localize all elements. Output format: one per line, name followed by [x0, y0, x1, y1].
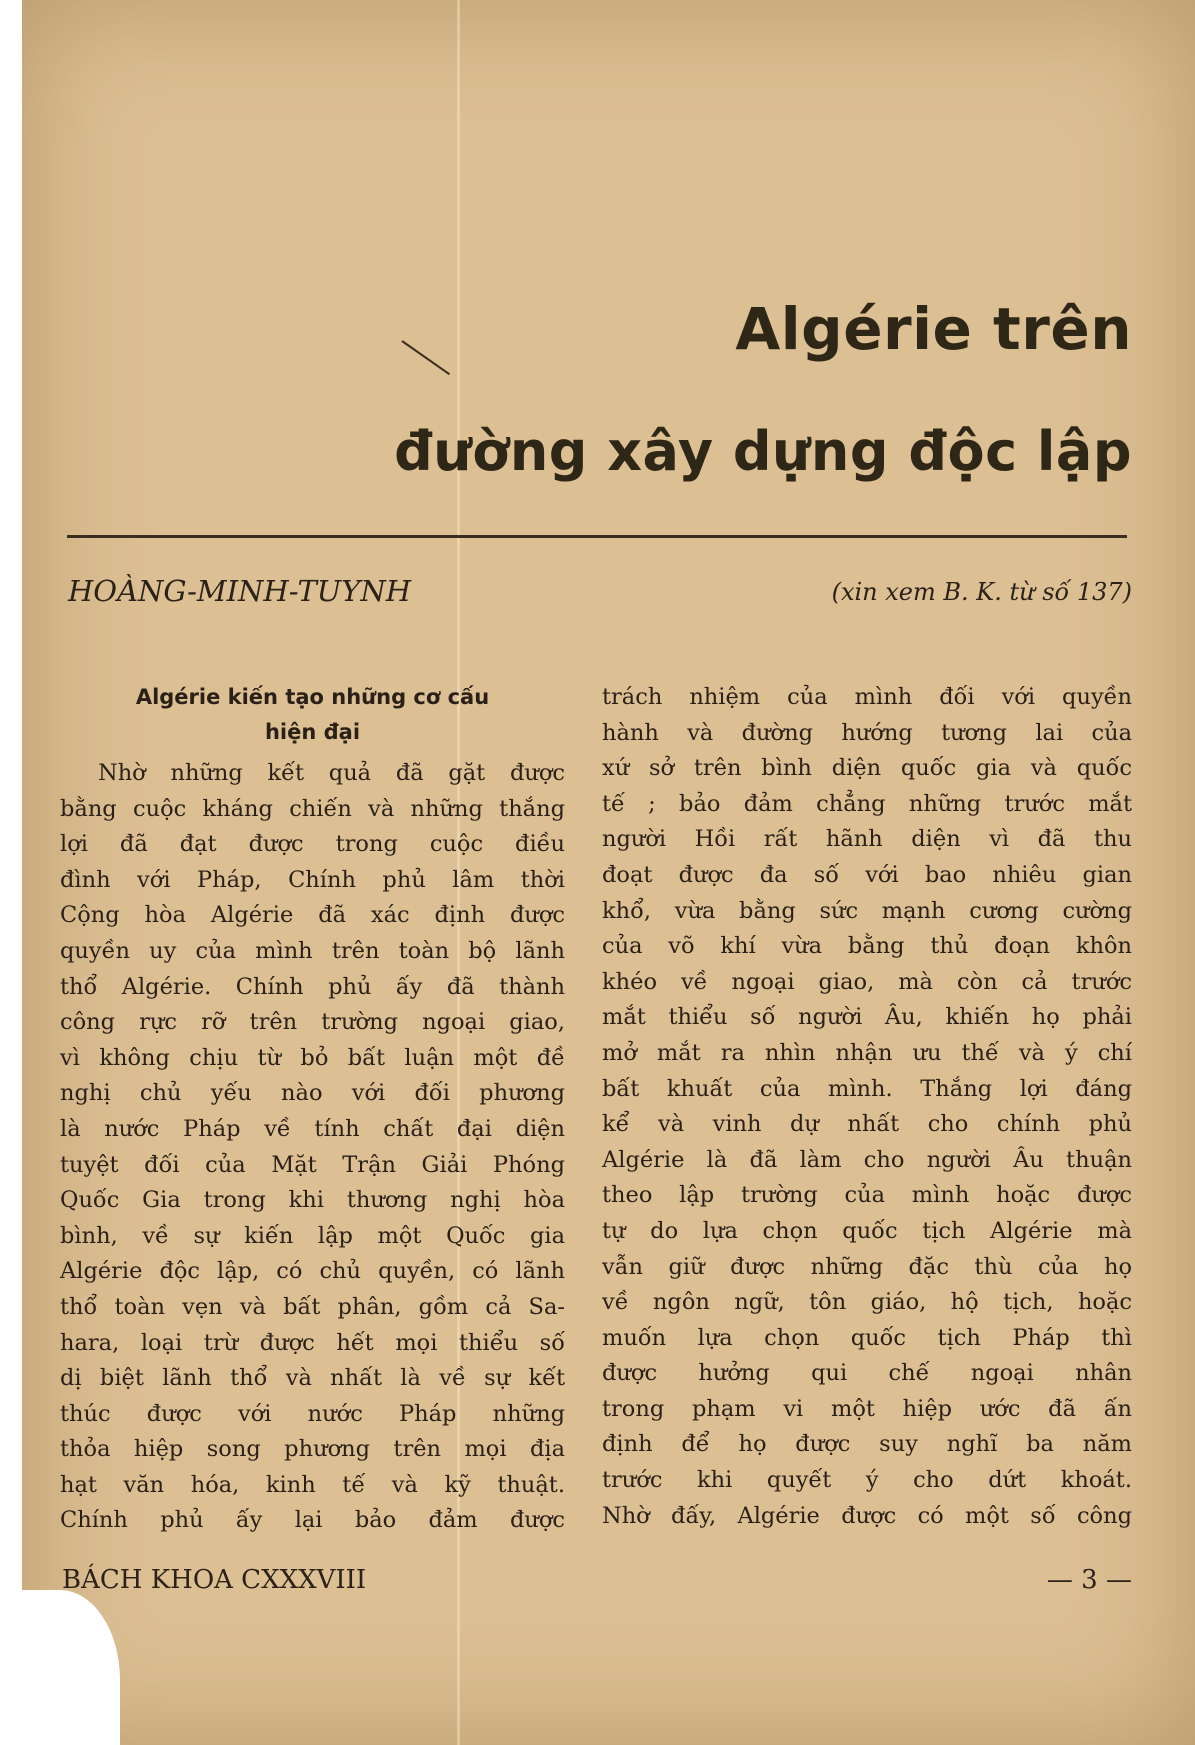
text-line: Nhờ những kết quả đã gặt được — [98, 760, 565, 786]
right-column — [602, 680, 1132, 1534]
text-line: trách nhiệm của mình đối với quyền — [602, 684, 1132, 710]
text-line: tế ; bảo đảm chẳng những trước mắt — [602, 790, 1132, 817]
text-line: tự do lựa chọn quốc tịch Algérie mà — [602, 1217, 1132, 1244]
left-column — [60, 680, 565, 1539]
text-line: Algérie độc lập, có chủ quyền, có lãnh — [60, 1258, 565, 1285]
text-line: người Hồi rất hãnh diện vì đã thu — [602, 826, 1132, 853]
pen-mark — [401, 340, 450, 375]
text-line: đình với Pháp, Chính phủ lâm thời — [60, 866, 565, 893]
section-heading-line-2: hiện đại — [264, 720, 361, 744]
author-name: HOÀNG-MINH-TUYNH — [68, 574, 412, 608]
text-line: trước khi quyết ý cho dứt khoát. — [602, 1467, 1132, 1494]
text-line: thúc được với nước Pháp những — [60, 1400, 565, 1427]
text-line: tuyệt đối của Mặt Trận Giải Phóng — [60, 1151, 565, 1178]
text-line: đoạt được đa số với bao nhiêu gian — [602, 861, 1132, 888]
text-line: khổ, vừa bằng sức mạnh cương cường — [602, 897, 1132, 924]
text-line: được hưởng qui chế ngoại nhân — [602, 1360, 1132, 1387]
text-line: theo lập trường của mình hoặc được — [602, 1182, 1132, 1209]
text-line: khéo về ngoại giao, mà còn cả trước — [602, 968, 1132, 995]
text-line: lợi đã đạt được trong cuộc điều — [60, 831, 565, 858]
text-line: về ngôn ngữ, tôn giáo, hộ tịch, hoặc — [602, 1289, 1132, 1316]
text-line: hara, loại trừ được hết mọi thiểu số — [60, 1329, 565, 1356]
page-number: — 3 — — [1046, 1565, 1132, 1595]
text-line: bằng cuộc kháng chiến và những thắng — [60, 795, 565, 822]
title-divider — [67, 535, 1127, 538]
text-line: hành và đường hướng tương lai của — [602, 719, 1132, 746]
article-title-line-2: đường xây dựng độc lập — [394, 420, 1132, 483]
text-line: quyền uy của mình trên toàn bộ lãnh — [60, 937, 565, 964]
section-heading — [60, 680, 565, 750]
text-line: bất khuất của mình. Thắng lợi đáng — [602, 1075, 1132, 1102]
text-line: dị biệt lãnh thổ và nhất là về sự kết — [60, 1365, 565, 1392]
text-line: thổ toàn vẹn và bất phân, gồm cả Sa- — [60, 1293, 565, 1320]
text-line: muốn lựa chọn quốc tịch Pháp thì — [602, 1324, 1132, 1351]
text-line: vẫn giữ được những đặc thù của họ — [602, 1253, 1132, 1280]
publication-footer: BÁCH KHOA CXXXVIII — [62, 1565, 367, 1595]
text-line: Cộng hòa Algérie đã xác định được — [60, 902, 565, 929]
text-line: là nước Pháp về tính chất đại diện — [60, 1115, 565, 1142]
text-line: Algérie là đã làm cho người Âu thuận — [602, 1146, 1132, 1173]
text-line: thổ Algérie. Chính phủ ấy đã thành — [60, 973, 565, 1000]
text-line: hạt văn hóa, kinh tế và kỹ thuật. — [60, 1471, 565, 1498]
text-line: mở mắt ra nhìn nhận ưu thế và ý chí — [602, 1039, 1132, 1066]
text-line: trong phạm vi một hiệp ước đã ấn — [602, 1395, 1132, 1422]
text-line: công rực rỡ trên trường ngoại giao, — [60, 1009, 565, 1036]
text-line: kể và vinh dự nhất cho chính phủ — [602, 1111, 1132, 1138]
text-line: Nhờ đấy, Algérie được có một số công — [602, 1502, 1132, 1529]
text-line: bình, về sự kiến lập một Quốc gia — [60, 1222, 565, 1249]
section-heading-line-1: Algérie kiến tạo những cơ cấu — [135, 685, 490, 709]
text-line: thỏa hiệp song phương trên mọi địa — [60, 1436, 565, 1463]
text-line: nghị chủ yếu nào với đối phương — [60, 1080, 565, 1107]
series-reference: (xin xem B. K. từ số 137) — [831, 578, 1132, 606]
text-line: của võ khí vừa bằng thủ đoạn khôn — [602, 933, 1132, 960]
text-line: vì không chịu từ bỏ bất luận một đề — [60, 1044, 565, 1071]
article-title-line-1: Algérie trên — [735, 295, 1132, 363]
text-line: mắt thiểu số người Âu, khiến họ phải — [602, 1004, 1132, 1031]
magazine-page — [22, 0, 1195, 1745]
text-line: Quốc Gia trong khi thương nghị hòa — [60, 1187, 565, 1214]
text-line: Chính phủ ấy lại bảo đảm được — [60, 1507, 565, 1534]
text-line: xứ sở trên bình diện quốc gia và quốc — [602, 755, 1132, 782]
text-line: định để họ được suy nghĩ ba năm — [602, 1431, 1132, 1458]
